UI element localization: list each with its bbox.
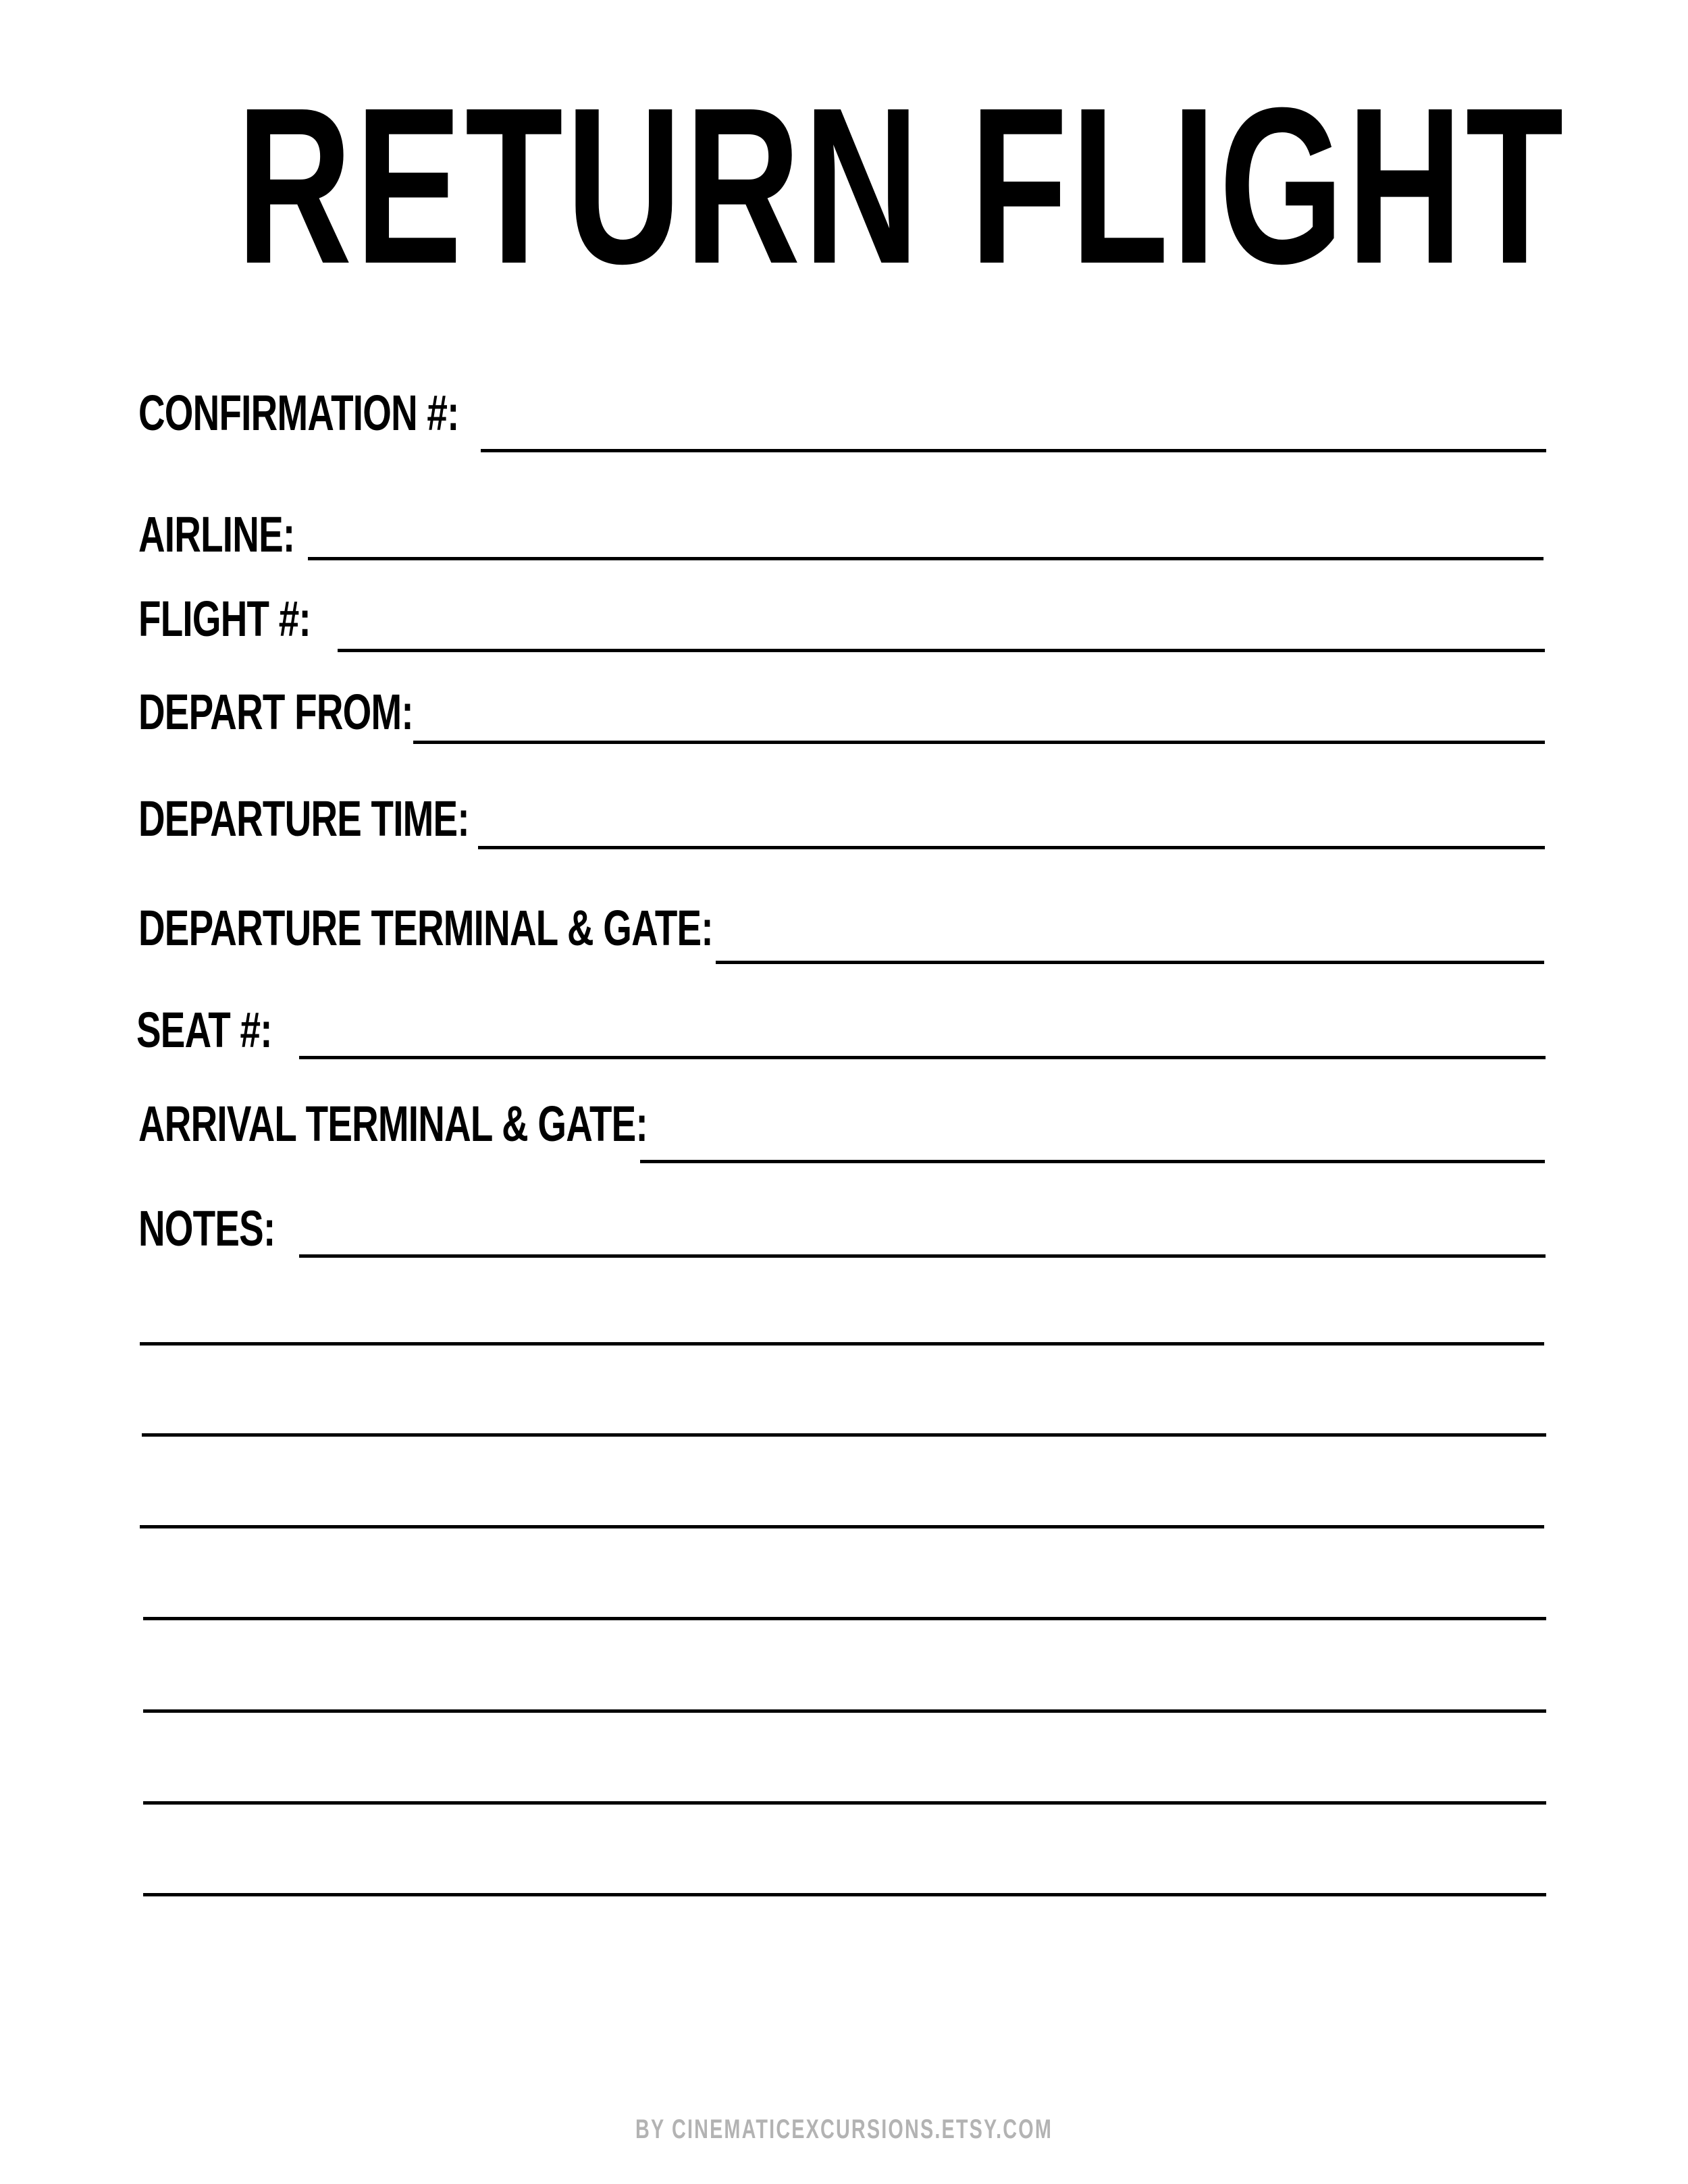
- notes-line[interactable]: [143, 1709, 1546, 1713]
- notes-line[interactable]: [140, 1342, 1544, 1346]
- footer-credit: BY CINEMATICEXCURSIONS.ETSY.COM: [635, 2114, 1053, 2144]
- seat-label: SEAT #:: [136, 1002, 272, 1058]
- notes-label: NOTES:: [138, 1200, 275, 1256]
- flight-number-field[interactable]: [338, 649, 1545, 652]
- notes-line[interactable]: [140, 1525, 1544, 1528]
- confirmation-label: CONFIRMATION #:: [138, 385, 459, 441]
- seat-field[interactable]: [299, 1056, 1546, 1059]
- notes-line[interactable]: [143, 1893, 1546, 1896]
- arrival-terminal-gate-label: ARRIVAL TERMINAL & GATE:: [138, 1096, 648, 1152]
- page-title: RETURN FLIGHT: [236, 61, 1566, 310]
- departure-time-field[interactable]: [478, 846, 1545, 849]
- notes-line[interactable]: [142, 1433, 1546, 1437]
- notes-field[interactable]: [299, 1254, 1546, 1258]
- airline-label: AIRLINE:: [138, 506, 295, 562]
- confirmation-field[interactable]: [481, 449, 1546, 452]
- depart-from-field[interactable]: [413, 741, 1545, 744]
- notes-line[interactable]: [143, 1801, 1546, 1805]
- arrival-terminal-gate-field[interactable]: [640, 1160, 1545, 1163]
- departure-terminal-gate-field[interactable]: [716, 961, 1544, 964]
- notes-line[interactable]: [143, 1617, 1546, 1620]
- airline-field[interactable]: [308, 557, 1544, 560]
- depart-from-label: DEPART FROM:: [138, 684, 413, 740]
- flight-number-label: FLIGHT #:: [138, 591, 311, 647]
- departure-terminal-gate-label: DEPARTURE TERMINAL & GATE:: [138, 900, 713, 956]
- departure-time-label: DEPARTURE TIME:: [138, 791, 469, 847]
